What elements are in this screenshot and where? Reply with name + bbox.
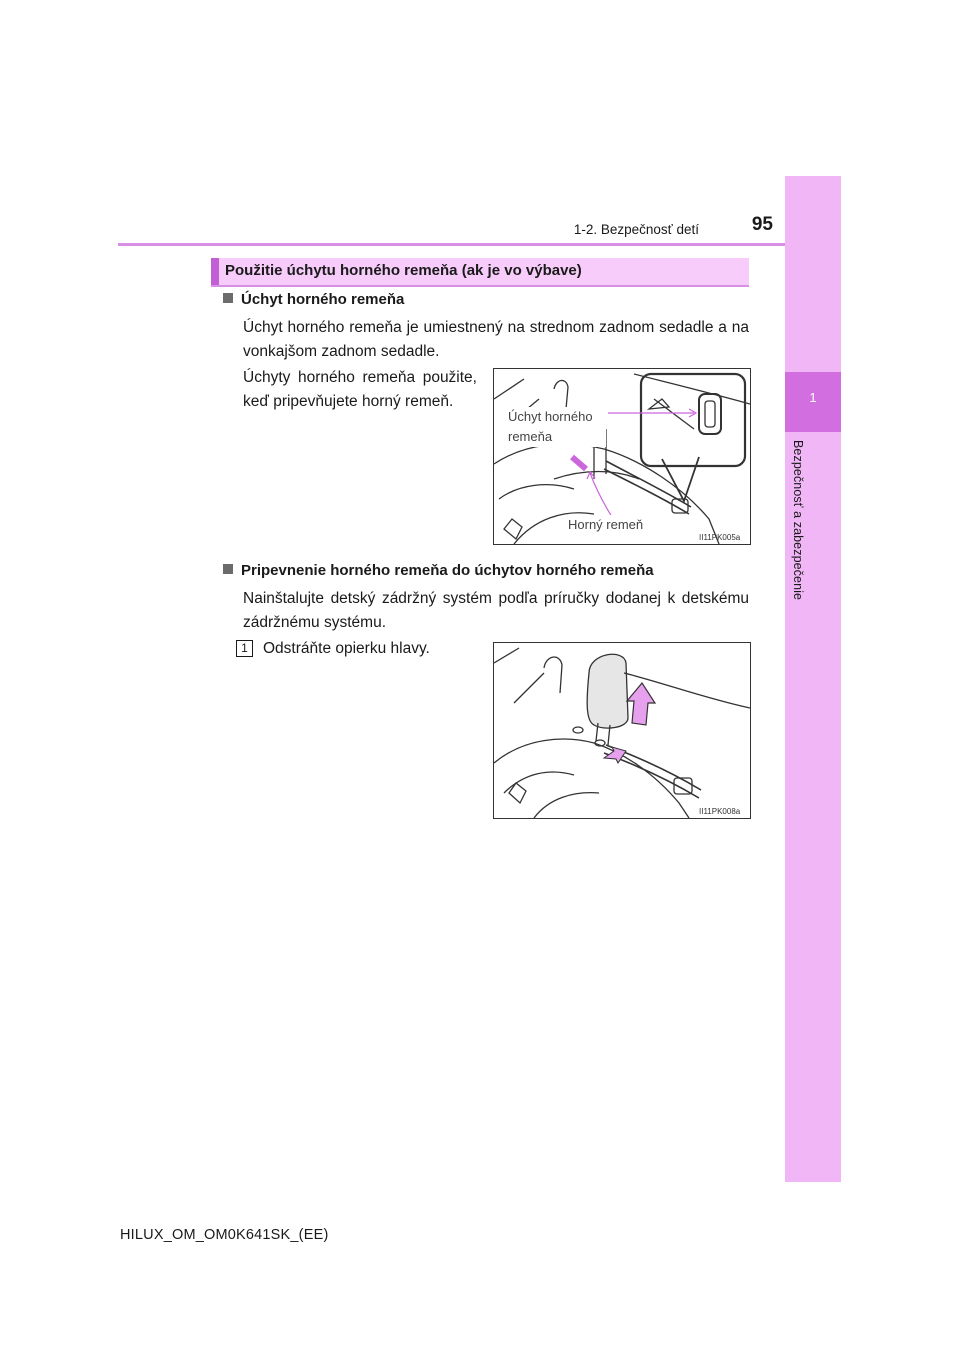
section-heading: 1-2. Bezpečnosť detí <box>573 222 699 237</box>
figure-code-1: II11PK005a <box>699 533 741 542</box>
figure-remove-headrest-drawing <box>494 643 750 818</box>
figure-code-2: II11PK008a <box>699 807 741 816</box>
paragraph-install: Nainštalujte detský zádržný systém podľa príručky dodanej k detskému zádržnému systému. <box>243 590 749 631</box>
figure-remove-headrest <box>493 642 751 819</box>
label-anchor-line1: Úchyt horného <box>508 409 593 424</box>
paragraph-anchor-location: Úchyt horného remeňa je umiestnený na strednom zadnom sedadle a na vonkajšom zadnom sedadle. <box>243 319 749 360</box>
step-1 <box>236 640 430 658</box>
bullet-square-icon <box>223 564 233 574</box>
label-strap: Horný remeň <box>568 517 644 532</box>
bullet-heading-text: Úchyt horného remeňa <box>241 291 405 308</box>
step-number-box: 1 <box>236 640 253 657</box>
label-anchor-line2: remeňa <box>508 429 553 444</box>
chapter-tab-bar <box>785 176 841 1182</box>
title-accent <box>211 258 219 285</box>
figure-tether-anchor <box>493 368 751 545</box>
leader-line-strap <box>590 473 612 517</box>
header-rule <box>118 243 785 246</box>
bullet-heading-attach <box>223 562 654 579</box>
section-title: Použitie úchytu horného remeňa (ak je vo výbave) <box>225 262 582 279</box>
chapter-title: Bezpečnosť a zabezpečenie <box>791 440 805 601</box>
figure-tether-anchor-drawing <box>494 369 750 544</box>
step-text: Odstráňte opierku hlavy. <box>263 640 430 657</box>
arrow-up-icon <box>627 683 655 725</box>
paragraph-anchor-usage: Úchyty horného remeňa použite, keď pripevňujete horný remeň. <box>243 369 477 410</box>
page-number: 95 <box>751 214 773 235</box>
bullet-square-icon <box>223 293 233 303</box>
chapter-number: 1 <box>809 390 817 405</box>
bullet-heading-anchor <box>223 291 404 308</box>
document-footer: HILUX_OM_OM0K641SK_(EE) <box>120 1227 329 1243</box>
bullet-heading-text: Pripevnenie horného remeňa do úchytov horného remeňa <box>241 562 654 579</box>
section-title-bar <box>211 258 749 287</box>
